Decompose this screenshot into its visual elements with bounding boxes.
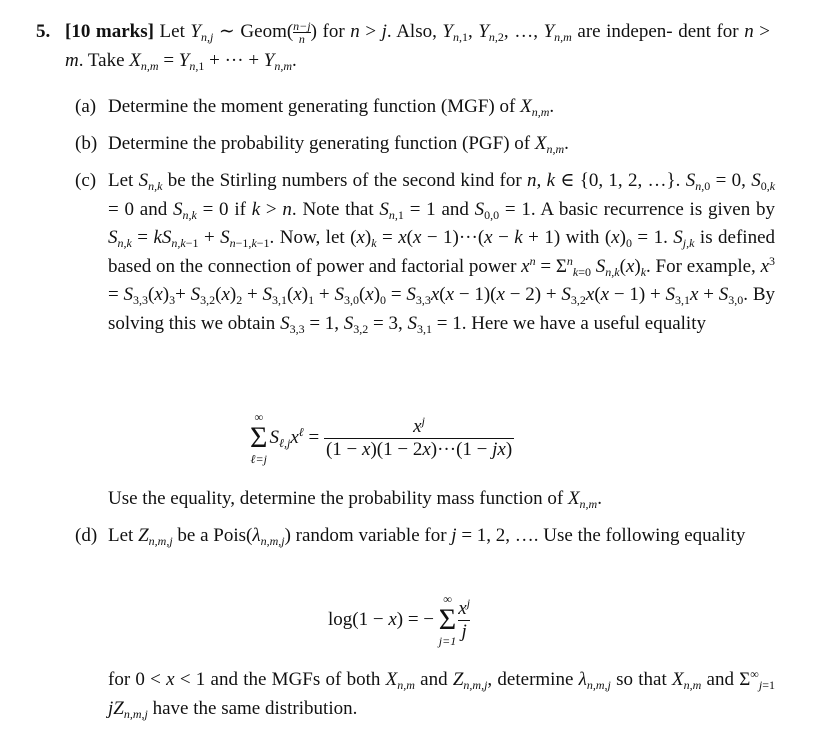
part-label: (a) — [75, 96, 97, 117]
part-label: (c) — [75, 170, 97, 191]
question-marks: [10 marks] — [65, 21, 154, 42]
part-d: (d) Let $Z_{n,m,j}$ be a $Pois(\lambda_{n,m,j})$ random variable for j = 1, 2, …. Use the following equality — [75, 522, 775, 551]
part-label: (d) — [75, 525, 98, 546]
question-intro: [10 marks] Let $Y_{n,j}$ ∼ Geom( $\frac{n-j}{n}$ ) for n > j. Also, $Y_{n,1}$, $Y_{n,2}$, …, $Y_{n,m}$ are indepen- dent for n > m. Take $X_{n,m} = Y_{n,1}$ + ··· + $Y_{n,m}$. — [65, 19, 771, 73]
part-a: (a) Determine the moment generating function (MGF) of $X_{n,m}$. — [75, 93, 775, 122]
part-c-after: Use the equality, determine the probability mass function of $X_{n,m}$. — [108, 488, 602, 511]
log-series-equation: log(1 − x) = − ∞ Σ j=1 $\frac{x^j}{j}$ — [328, 592, 471, 648]
part-b: (b) Determine the probability generating function (PGF) of $X_{n,m}$. — [75, 130, 775, 159]
part-c: (c) Let $S_{n,k}$ be the Stirling numbers of the second kind for n, k ∈ {0, 1, 2, …}. $S_{n,0} = 0$, $S_{0,k} = 0$ and $S_{n,k} = 0$ if k > n. Note that $S_{n,1} = 1$ and $S_{0,0} = 1$. A basic recurrence is given by $S_{n,k} = kS_{n,k-1} + S_{n-1,k-1}$. Now, let $(x)_k = x(x - 1)\cdot\cdot\cdot(x - k + 1)$ with $(x)_0 = 1$. $S_{j,k}$ is defined based on the connection of power and factorial power $x^n = \Sigma^n_{k=0}$ $S_{n,k}(x)_k$. For example, $x^3 = S_{3,3}(x)_3+ S_{3,2}(x)_2 + S_{3,1}(x)_1 + S_{3,0}(x)_0 = S_{3,3}x(x - 1)(x - 2) + S_{3,2}x(x - 1) + S_{3,1}x + S_{3,0}$. By solving this we obtain $S_{3,3} = 1$, $S_{3,2} = 3$, $S_{3,1} = 1$. Here we have a useful equality — [75, 167, 775, 338]
part-label: (b) — [75, 133, 98, 154]
question-number: 5. — [36, 21, 51, 42]
part-d-after: for 0 < x < 1 and the MGFs of both $X_{n,m}$ and $Z_{n,m,j}$, determine $\lambda_{n,m,j}$ so that $X_{n,m}$ and $\Sigma^\infty_{j=1}$ $jZ_{n,m,j}$ have the same distribution. — [108, 667, 775, 721]
stirling-gf-equation: ∞ Σ ℓ=j $S_{\ell,j}x^\ell$ = $\frac{x^j}{(1 - x)(1 - 2x)\cdot\cdot\cdot(1 - jx)}$ — [250, 410, 513, 466]
